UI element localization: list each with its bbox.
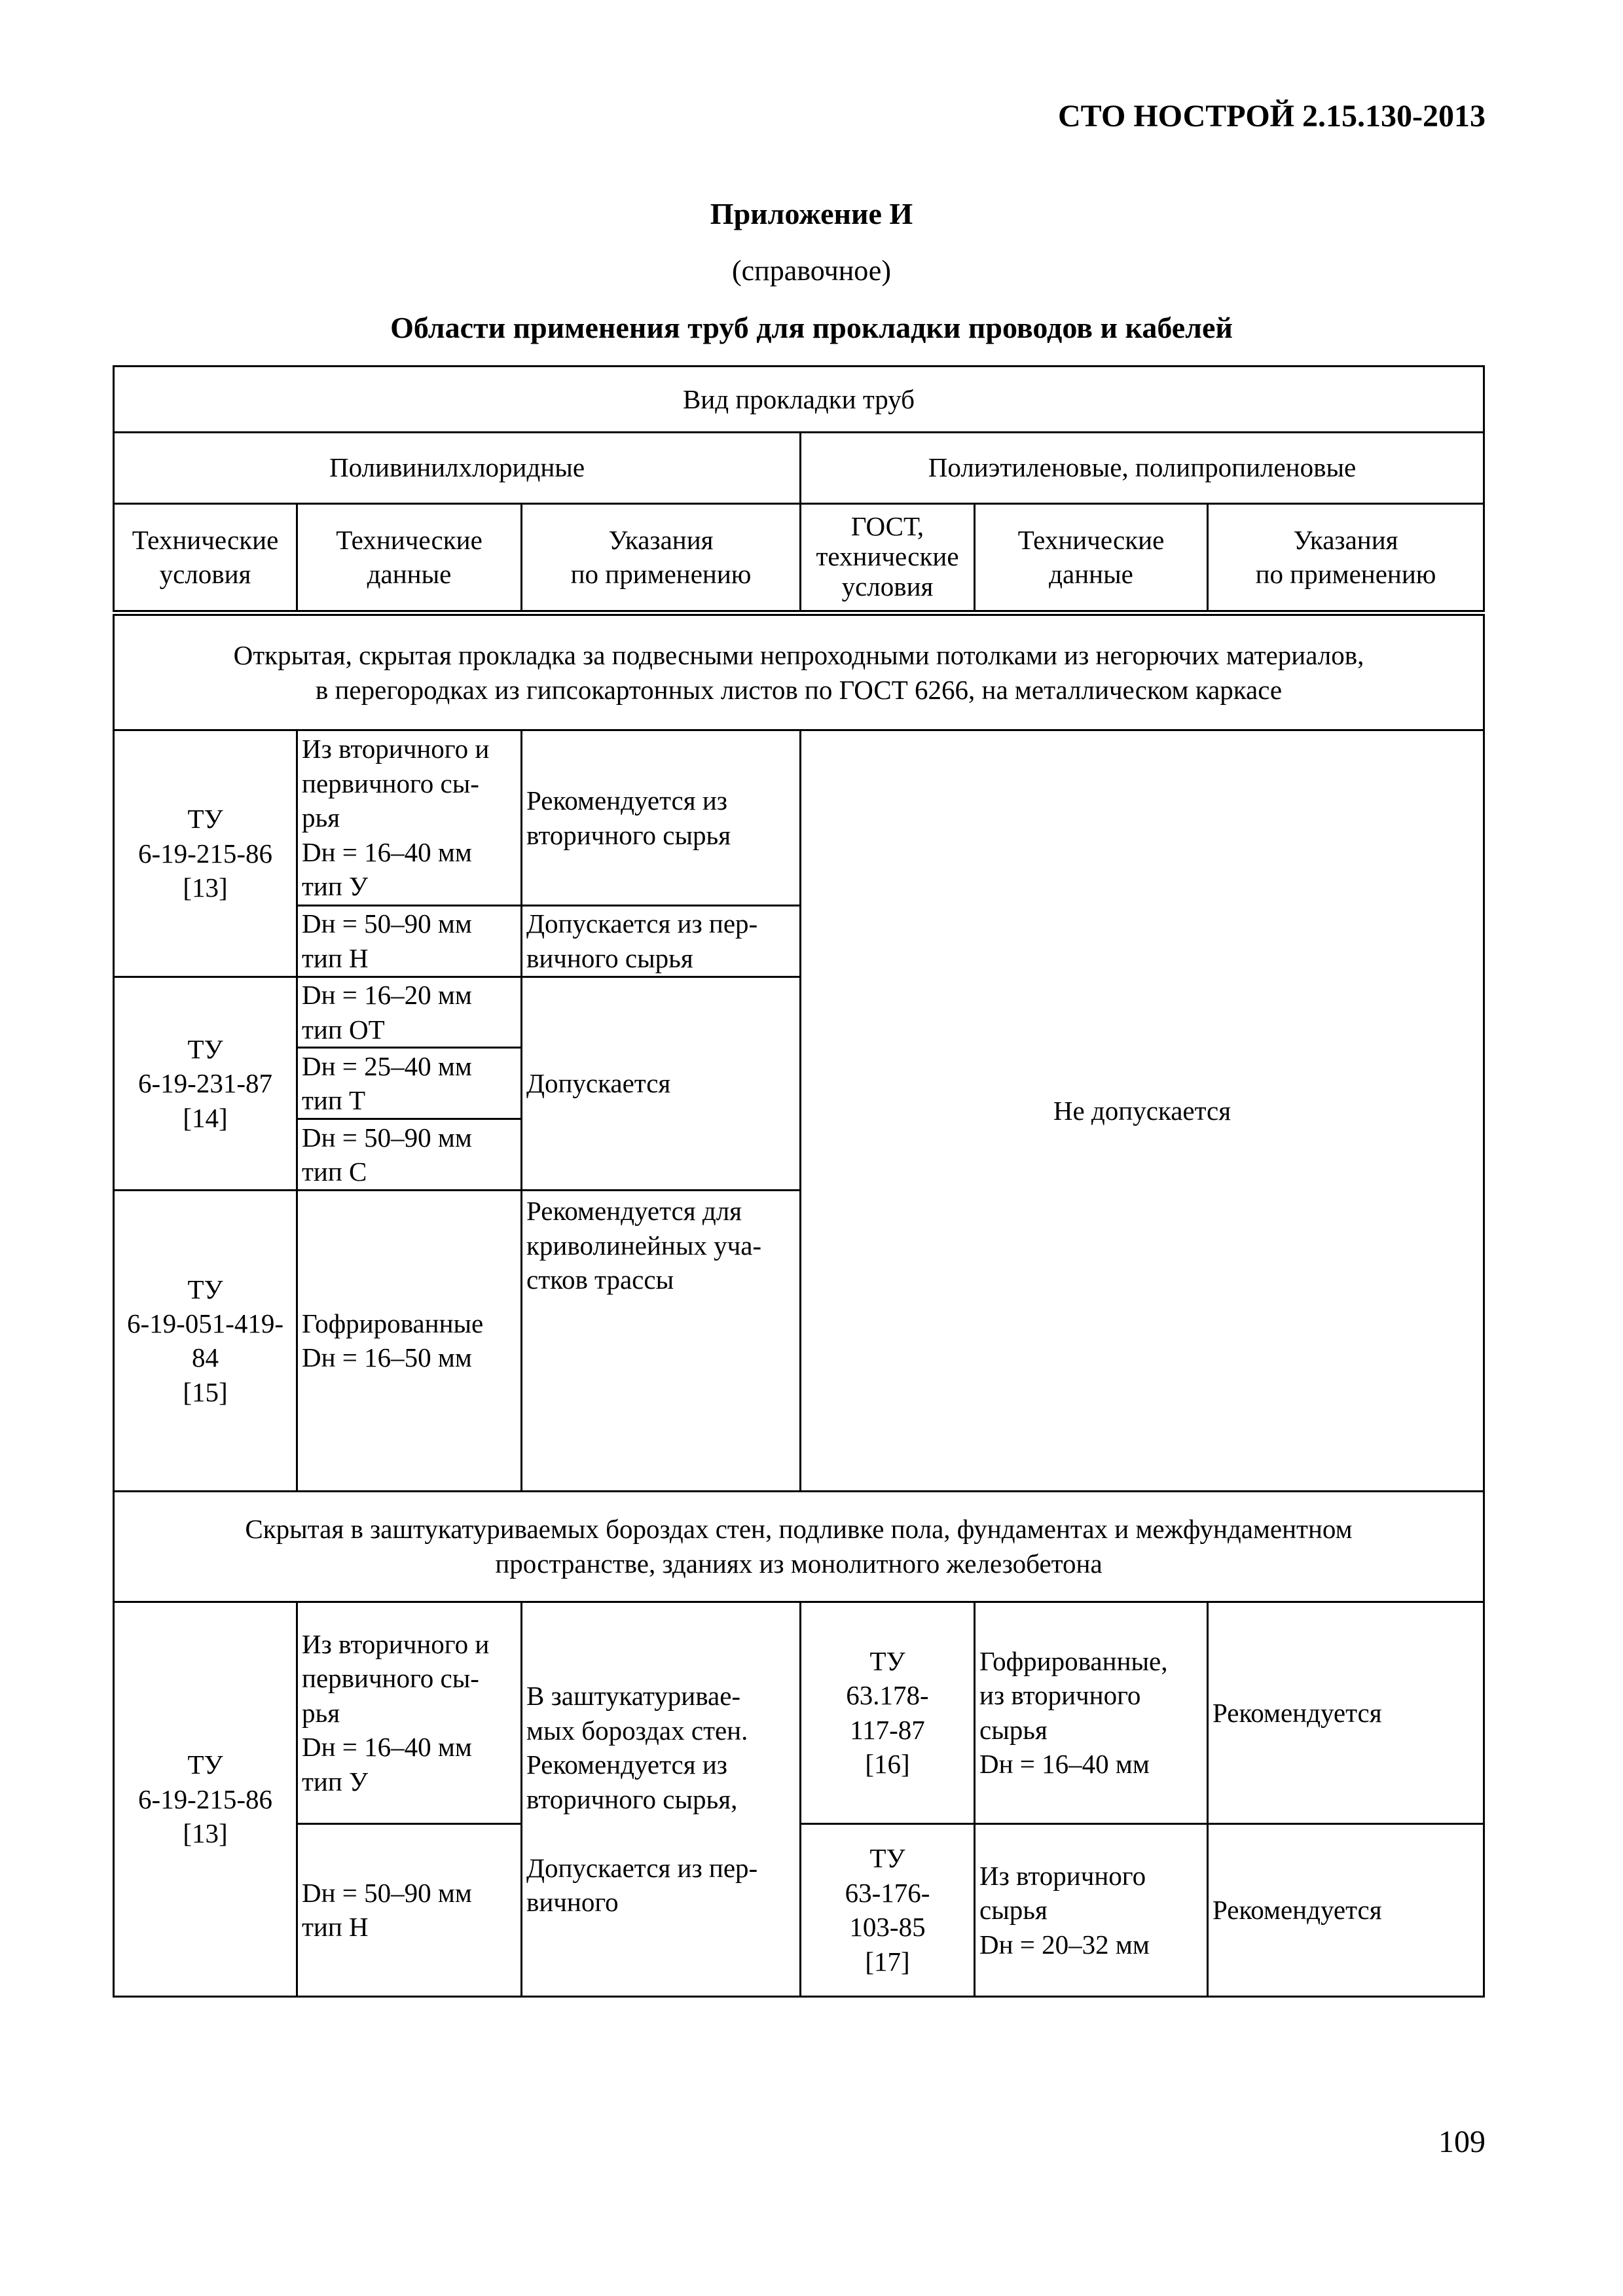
tu-6-19-215-86: ТУ 6-19-215-86 [13] bbox=[114, 730, 297, 977]
tech-data-cell: Dн = 25–40 мм тип Т bbox=[297, 1048, 522, 1119]
header-group-pvc: Поливинилхлоридные bbox=[114, 432, 801, 503]
table-caption: Области применения труб для прокладки проводов и кабелей bbox=[390, 311, 1233, 344]
document-code: СТО НОСТРОЙ 2.15.130-2013 bbox=[1057, 99, 1486, 134]
tech-data-cell: Гофрированные Dн = 16–50 мм bbox=[297, 1191, 522, 1492]
section2-title-line1: Скрытая в заштукатуриваемых бороздах стен, подливке пола, фундаментах и межфундаментном bbox=[245, 1514, 1353, 1545]
page-number: 109 bbox=[1438, 2125, 1486, 2159]
tech-data-cell: Dн = 16–20 мм тип ОТ bbox=[297, 977, 522, 1048]
usage-note-cell: Допускается bbox=[522, 977, 801, 1191]
pe-usage-note-cell: Рекомендуется bbox=[1208, 1823, 1484, 1996]
col-header-tech-data: Технические данные bbox=[297, 503, 522, 613]
tu-6-19-215-86: ТУ 6-19-215-86 [13] bbox=[114, 1602, 297, 1997]
usage-note-cell: Рекомендуется для криволинейных уча- стков трассы bbox=[522, 1191, 801, 1492]
pe-not-allowed-cell: Не допускается bbox=[801, 730, 1484, 1491]
tu-6-19-051-419-84: ТУ 6-19-051-419- 84 [15] bbox=[114, 1191, 297, 1492]
appendix-title: Приложение И bbox=[710, 197, 913, 230]
section1-title-line1: Открытая, скрытая прокладка за подвесными непроходными потолками из негорючих материалов, bbox=[233, 640, 1364, 671]
usage-note-cell: В заштукатуривае- мых бороздах стен. Рекомендуется из вторичного сырья, Допускается из пер- вичного bbox=[522, 1602, 801, 1997]
section2-title-line2: пространстве, зданиях из монолитного железобетона bbox=[495, 1548, 1103, 1579]
col-header-tech-conditions: Технические условия bbox=[114, 503, 297, 613]
tu-63-178-117-87: ТУ 63.178- 117-87 [16] bbox=[801, 1602, 975, 1824]
tu-6-19-231-87: ТУ 6-19-231-87 [14] bbox=[114, 977, 297, 1191]
col-header-pe-tech-data: Технические данные bbox=[975, 503, 1208, 613]
header-pipe-laying-type: Вид прокладки труб bbox=[114, 367, 1484, 433]
tu-63-176-103-85: ТУ 63-176- 103-85 [17] bbox=[801, 1823, 975, 1996]
pe-tech-data-cell: Из вторичного сырья Dн = 20–32 мм bbox=[975, 1823, 1208, 1996]
tech-data-cell: Из вторичного и первичного сы- рья Dн = 16–40 мм тип У bbox=[297, 1602, 522, 1824]
col-header-pe-usage-notes: Указания по применению bbox=[1208, 503, 1484, 613]
section-title-open-laying bbox=[114, 613, 1484, 730]
pipe-application-table bbox=[113, 365, 1485, 1998]
tech-data-cell: Dн = 50–90 мм тип Н bbox=[297, 1823, 522, 1996]
col-header-gost-conditions: ГОСТ, технические условия bbox=[801, 503, 975, 613]
pe-tech-data-cell: Гофрированные, из вторичного сырья Dн = 16–40 мм bbox=[975, 1602, 1208, 1824]
header-group-pe-pp: Полиэтиленовые, полипропиленовые bbox=[801, 432, 1484, 503]
usage-note-cell: Допускается из пер- вичного сырья bbox=[522, 905, 801, 977]
col-header-usage-notes: Указания по применению bbox=[522, 503, 801, 613]
tech-data-cell: Из вторичного и первичного сы- рья Dн = 16–40 мм тип У bbox=[297, 730, 522, 905]
pe-usage-note-cell: Рекомендуется bbox=[1208, 1602, 1484, 1824]
usage-note-cell: Рекомендуется из вторичного сырья bbox=[522, 730, 801, 905]
section-title-hidden-laying bbox=[114, 1491, 1484, 1602]
tech-data-cell: Dн = 50–90 мм тип С bbox=[297, 1119, 522, 1191]
appendix-subtitle: (справочное) bbox=[732, 255, 891, 287]
tech-data-cell: Dн = 50–90 мм тип Н bbox=[297, 905, 522, 977]
section1-title-line2: в перегородках из гипсокартонных листов по ГОСТ 6266, на металлическом каркасе bbox=[315, 674, 1283, 705]
